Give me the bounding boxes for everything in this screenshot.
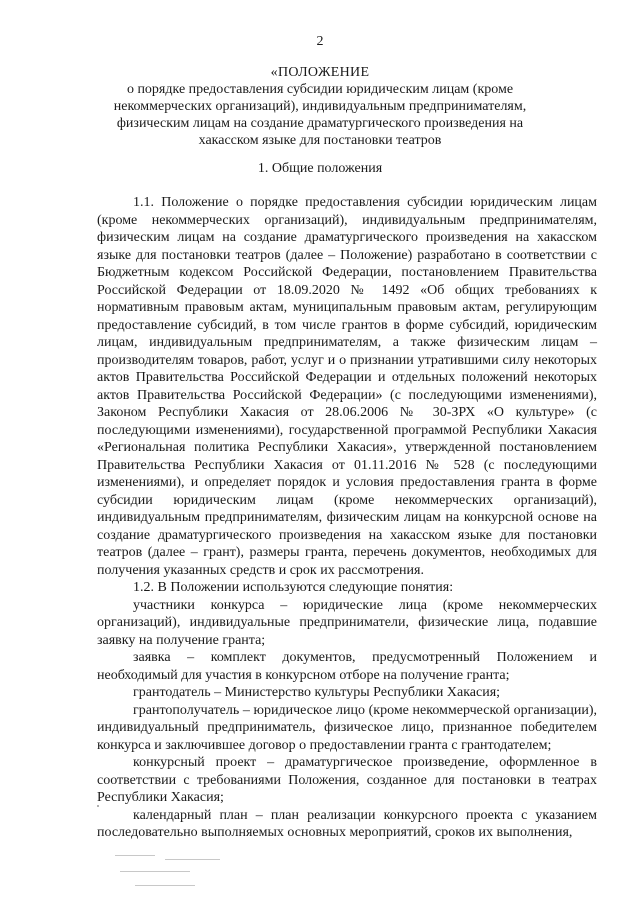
definition-grantee: грантополучатель – юридическое лицо (кроме некоммерческой организации), индивидуальный предприниматель, физическое лицо, признанное победителем конкурса и заключившее договор о предоставлении гранта с грантодателем;	[97, 702, 597, 753]
title-main: «ПОЛОЖЕНИЕ	[270, 65, 370, 80]
definition-calendar-plan: календарный план – план реализации конкурсного проекта с указанием последовательно выполняемых основных мероприятий, сроков их выполнения,	[97, 807, 597, 840]
scan-artifact	[115, 845, 225, 895]
section-heading: 1. Общие положения	[257, 161, 383, 176]
definition-participants: участники конкурса – юридические лица (кроме некоммерческих организаций), индивидуальные предприниматели, физические лица, подавшие заявку на получение гранта;	[97, 597, 597, 648]
paragraph-1-2: 1.2. В Положении используются следующие понятия:	[133, 580, 454, 595]
definition-application: заявка – комплект документов, предусмотренный Положением и необходимый для участия в конкурсном отборе на получение гранта;	[97, 650, 597, 683]
definition-grantor: грантодатель – Министерство культуры Республики Хакасия;	[133, 685, 501, 700]
document-body	[97, 194, 597, 842]
title-subtitle: о порядке предоставления субсидии юридическим лицам (кроме некоммерческих организаций), индивидуальным предпринимателям, физическим лицам на создание драматургического произведения на хакасском языке для постановки театров	[113, 82, 527, 148]
scan-speck	[97, 805, 99, 807]
page-number: 2	[316, 34, 324, 49]
document-title	[95, 64, 545, 149]
definition-competition-project: конкурсный проект – драматургическое произведение, оформленное в соответствии с требованиями Положения, созданное для постановки в театрах Республики Хакасия;	[97, 755, 597, 805]
paragraph-1-1: 1.1. Положение о порядке предоставления субсидии юридическим лицам (кроме некоммерческих организаций), индивидуальным предпринимателям, физическим лицам на создание драматургического произведения на хакасском языке для постановки театров (далее – Положение) разработано в соответствии с Бюджетным кодексом Российской Федерации, постановлением Правительства Российской Федерации от 18.09.2020 № 1492 «Об общих требованиях к нормативным правовым актам, муниципальным правовым актам, регулирующим предоставление субсидий, в том числе грантов в форме субсидий, юридическим лицам, индивидуальным предпринимателям, а также физическим лицам – производителям товаров, работ, услуг и о признании утратившими силу некоторых актов Правительства Российской Федерации и отдельных положений некоторых актов Правительства Российской Федерации» (с последующими изменениями), Законом Республики Хакасия от 28.06.2006 № 30-ЗРХ «О культуре» (с последующими изменениями), государственной программой Республики Хакасия «Региональная политика Республики Хакасия», утвержденной постановлением Правительства Республики Хакасия от 01.11.2016 № 528 (с последующими изменениями), и определяет порядок и условия предоставления гранта в форме субсидии юридическим лицам (кроме некоммерческих организаций), индивидуальным предпринимателям, физическим лицам на конкурсной основе на создание драматургического произведения на хакасском языке для постановки театров (далее – грант), размеры гранта, перечень документов, необходимых для получения указанных средств и срок их рассмотрения.	[97, 195, 597, 578]
